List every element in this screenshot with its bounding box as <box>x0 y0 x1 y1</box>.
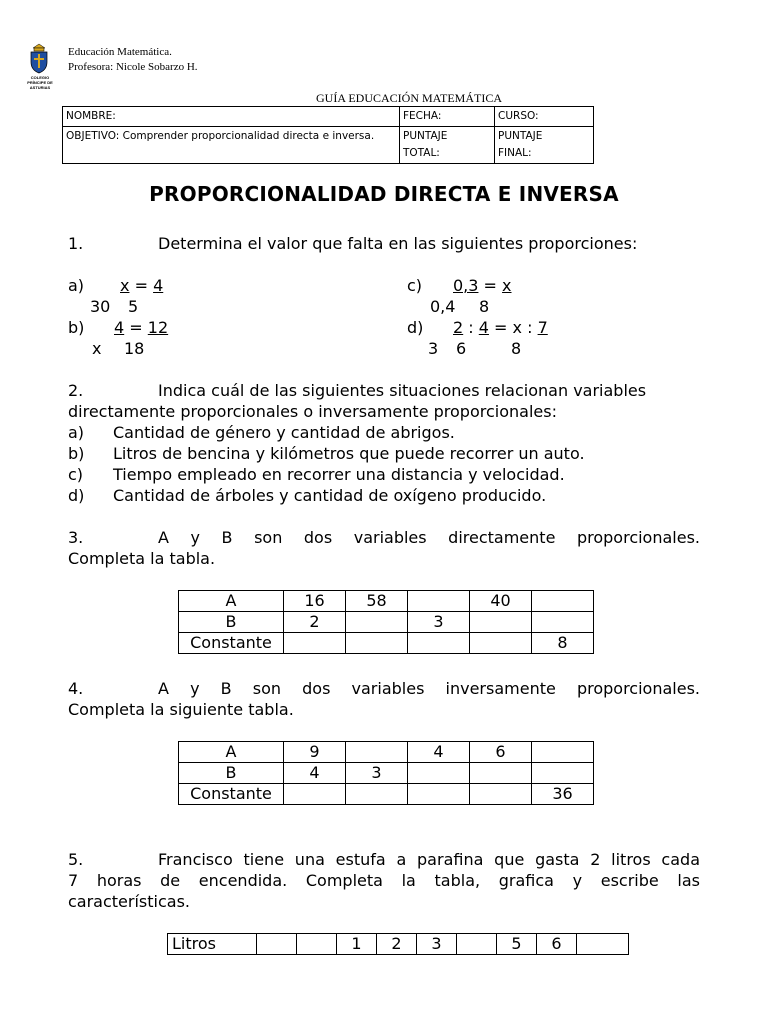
q2-item-b: Litros de bencina y kilómetros que puede recorrer un auto. <box>113 444 585 463</box>
table-cell[interactable]: 2 <box>377 934 417 955</box>
q1-c-den1: 0,4 <box>430 297 456 316</box>
table-row <box>168 934 629 955</box>
table-cell[interactable]: 4 <box>408 742 470 763</box>
q1-c-numerators: 0,3 = x <box>453 276 512 295</box>
table-cell[interactable]: 3 <box>408 612 470 633</box>
school-line-1: Educación Matemática. <box>68 46 172 58</box>
table-cell[interactable] <box>284 633 346 654</box>
table-row <box>179 612 594 633</box>
q1-number: 1. <box>68 234 84 253</box>
table-cell[interactable] <box>346 742 408 763</box>
table-cell: A <box>179 742 284 763</box>
table-cell[interactable] <box>297 934 337 955</box>
table-cell[interactable] <box>457 934 497 955</box>
table-cell[interactable]: 4 <box>284 763 346 784</box>
q2-item-a: Cantidad de género y cantidad de abrigos. <box>113 423 455 442</box>
table-cell[interactable] <box>532 591 594 612</box>
q1-d-den2: 6 <box>456 339 467 358</box>
table-cell[interactable]: 1 <box>337 934 377 955</box>
q2-number: 2. <box>68 381 84 400</box>
table-cell[interactable]: 6 <box>470 742 532 763</box>
q1-a-label: a) <box>68 276 85 295</box>
q4-text-line1: A y B son dos variables inversamente proporcionales. <box>158 679 700 698</box>
curso-cell[interactable]: CURSO: <box>495 107 594 127</box>
q5-text-line3: características. <box>68 892 190 911</box>
table-cell[interactable]: 2 <box>284 612 346 633</box>
table-cell: B <box>179 763 284 784</box>
q1-a-den1: 30 <box>90 297 111 316</box>
q1-d-numerators: 2 : 4 = x : 7 <box>453 318 548 337</box>
q1-a-numerators: x = 4 <box>120 276 164 295</box>
table-cell[interactable] <box>257 934 297 955</box>
q1-b-label: b) <box>68 318 85 337</box>
q2-item-a-label: a) <box>68 423 85 442</box>
table-cell[interactable] <box>346 633 408 654</box>
q5-text-line2: 7 horas de encendida. Completa la tabla, grafica y escribe las <box>68 871 700 890</box>
q3-table <box>178 590 594 654</box>
table-cell: Constante <box>179 633 284 654</box>
table-cell[interactable] <box>346 612 408 633</box>
table-cell[interactable] <box>408 784 470 805</box>
q2-item-c: Tiempo empleado en recorrer una distancia y velocidad. <box>113 465 565 484</box>
crest-caption: COLEGIO PRÍNCIPE DE ASTURIAS <box>27 75 53 90</box>
table-cell: Constante <box>179 784 284 805</box>
q5-table <box>167 933 629 955</box>
table-cell[interactable] <box>346 784 408 805</box>
q2-item-d: Cantidad de árboles y cantidad de oxígeno producido. <box>113 486 547 505</box>
table-cell[interactable] <box>284 784 346 805</box>
q1-c-den2: 8 <box>479 297 490 316</box>
table-row <box>179 784 594 805</box>
table-cell[interactable] <box>470 612 532 633</box>
q3-text-line1: A y B son dos variables directamente proporcionales. <box>158 528 700 547</box>
teacher-line: Profesora: Nicole Sobarzo H. <box>68 61 198 73</box>
table-cell: Litros <box>168 934 257 955</box>
q2-item-d-label: d) <box>68 486 85 505</box>
table-cell[interactable] <box>470 784 532 805</box>
q1-text: Determina el valor que falta en las siguientes proporciones: <box>158 234 638 253</box>
table-cell[interactable] <box>532 742 594 763</box>
table-cell[interactable] <box>532 612 594 633</box>
fecha-cell[interactable]: FECHA: <box>400 107 495 127</box>
table-cell[interactable]: 8 <box>532 633 594 654</box>
q3-text-line2: Completa la tabla. <box>68 549 216 568</box>
q1-b-numerators: 4 = 12 <box>114 318 169 337</box>
q2-text-line2: directamente proporcionales o inversamente proporcionales: <box>68 402 557 421</box>
table-row <box>179 742 594 763</box>
q1-d-den3: 8 <box>511 339 522 358</box>
q5-number: 5. <box>68 850 84 869</box>
q1-b-den2: 18 <box>124 339 145 358</box>
q5-text-line1: Francisco tiene una estufa a parafina que gasta 2 litros cada <box>158 850 700 869</box>
puntaje-total-cell[interactable]: PUNTAJE TOTAL: <box>400 127 495 164</box>
table-cell[interactable]: 36 <box>532 784 594 805</box>
table-cell[interactable] <box>408 633 470 654</box>
table-cell[interactable]: 16 <box>284 591 346 612</box>
table-cell[interactable]: 58 <box>346 591 408 612</box>
q1-a-den2: 5 <box>128 297 139 316</box>
q1-d-den1: 3 <box>428 339 439 358</box>
table-cell[interactable] <box>577 934 629 955</box>
table-cell[interactable]: 9 <box>284 742 346 763</box>
table-row <box>179 633 594 654</box>
table-cell[interactable]: 3 <box>417 934 457 955</box>
q2-item-b-label: b) <box>68 444 85 463</box>
q2-text-line1: Indica cuál de las siguientes situaciones relacionan variables <box>158 381 647 400</box>
table-cell[interactable] <box>470 633 532 654</box>
table-cell[interactable] <box>408 763 470 784</box>
q1-b-den1: x <box>92 339 102 358</box>
table-cell[interactable]: 6 <box>537 934 577 955</box>
table-cell[interactable] <box>408 591 470 612</box>
table-cell[interactable]: 5 <box>497 934 537 955</box>
table-row <box>179 763 594 784</box>
table-cell[interactable]: 3 <box>346 763 408 784</box>
q4-number: 4. <box>68 679 84 698</box>
table-cell: A <box>179 591 284 612</box>
q4-text-line2: Completa la siguiente tabla. <box>68 700 294 719</box>
school-crest-icon <box>28 42 50 74</box>
puntaje-final-cell[interactable]: PUNTAJE FINAL: <box>495 127 594 164</box>
nombre-cell[interactable]: NOMBRE: <box>63 107 400 127</box>
q1-c-label: c) <box>407 276 423 295</box>
table-cell[interactable] <box>470 763 532 784</box>
student-info-table <box>62 106 594 164</box>
page-title: PROPORCIONALIDAD DIRECTA E INVERSA <box>149 182 619 206</box>
table-row <box>179 591 594 612</box>
objetivo-cell: OBJETIVO: Comprender proporcionalidad directa e inversa. <box>63 127 400 164</box>
guide-title: GUÍA EDUCACIÓN MATEMÁTICA <box>316 91 502 105</box>
q1-d-label: d) <box>407 318 424 337</box>
q4-table <box>178 741 594 805</box>
q3-number: 3. <box>68 528 84 547</box>
table-cell[interactable] <box>532 763 594 784</box>
table-cell[interactable]: 40 <box>470 591 532 612</box>
q2-item-c-label: c) <box>68 465 84 484</box>
table-cell: B <box>179 612 284 633</box>
